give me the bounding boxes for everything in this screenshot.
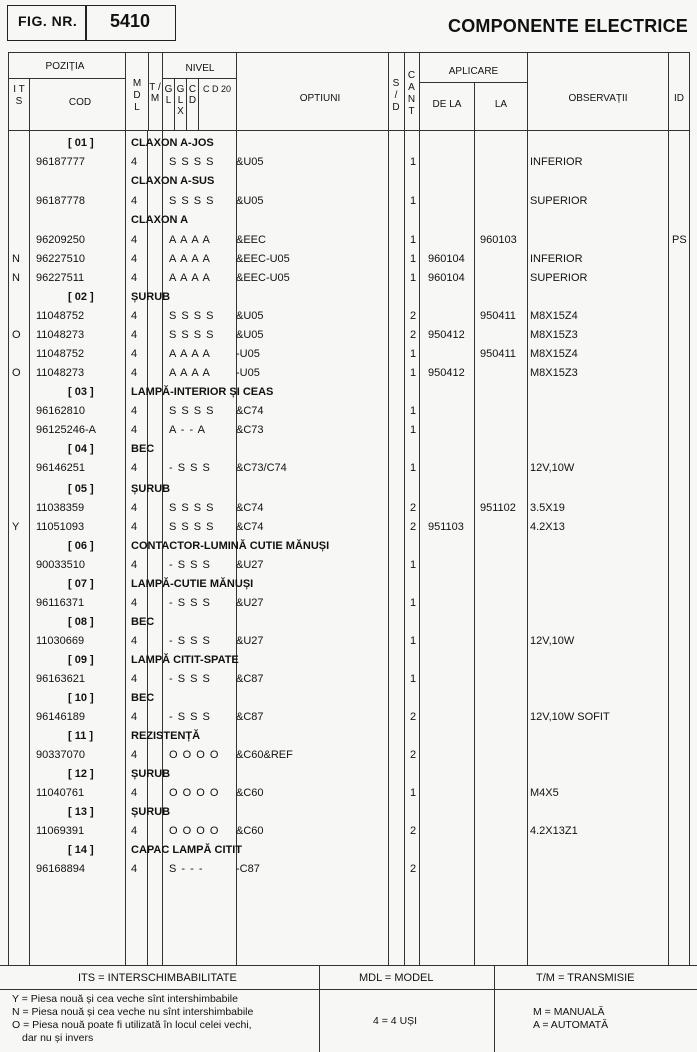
its-code: O (12, 329, 21, 341)
nivel-values: A A A A (169, 272, 211, 284)
part-group-name: ȘURUB (131, 768, 171, 780)
part-group-name: LAMPĂ-INTERIOR ȘI CEAS (131, 386, 274, 398)
model-value: 4 (131, 253, 138, 265)
position-number: [ 04 ] (68, 443, 94, 455)
figure-box-divider (85, 5, 87, 41)
footer-divider-1 (319, 965, 320, 1052)
quantity: 1 (410, 195, 417, 207)
model-value: 4 (131, 825, 138, 837)
part-code: 11030669 (36, 635, 85, 647)
quantity: 1 (410, 234, 417, 246)
observation: SUPERIOR (530, 272, 588, 284)
part-code: 11048752 (36, 348, 85, 360)
col-line-tm (162, 52, 163, 965)
col-header-aplicare: APLICARE (448, 66, 499, 77)
part-code: 11038359 (36, 502, 85, 514)
nivel-values: S S S S (169, 521, 215, 533)
nivel-values: A A A A (169, 348, 211, 360)
part-code: 11048273 (36, 329, 85, 341)
footer-auto: A = AUTOMATĂ (533, 1019, 609, 1031)
option-code: &U05 (236, 310, 264, 322)
position-number: [ 01 ] (68, 137, 94, 149)
part-code: 96227510 (36, 253, 85, 265)
model-value: 4 (131, 597, 138, 609)
nivel-values: O O O O (169, 787, 220, 799)
quantity: 2 (410, 711, 417, 723)
option-code: &C60&REF (236, 749, 293, 761)
position-number: [ 08 ] (68, 616, 94, 628)
part-group-name: CLAXON A-SUS (131, 175, 215, 187)
nivel-values: S S S S (169, 405, 215, 417)
col-line-la (527, 52, 528, 965)
option-code: &C74 (236, 502, 264, 514)
part-code: 96209250 (36, 234, 85, 246)
option-code: &C74 (236, 405, 264, 417)
aplicare-underline (419, 82, 527, 83)
quantity: 2 (410, 825, 417, 837)
col-header-dela: DE LA (432, 99, 462, 110)
nivel-values: - S S S (169, 559, 211, 571)
model-value: 4 (131, 156, 138, 168)
observation: M8X15Z4 (530, 348, 578, 360)
col-line-dela (474, 82, 475, 965)
option-code: &C73/C74 (236, 462, 287, 474)
quantity: 2 (410, 521, 417, 533)
page-title: COMPONENTE ELECTRICE (448, 16, 689, 36)
nivel-values: S S S S (169, 195, 215, 207)
part-group-name: BEC (131, 692, 155, 704)
part-code: 90033510 (36, 559, 85, 571)
option-code: &C87 (236, 711, 264, 723)
applies-from: 960104 (428, 272, 465, 284)
model-value: 4 (131, 462, 138, 474)
col-line-left (8, 52, 9, 965)
model-value: 4 (131, 329, 138, 341)
nivel-values: S S S S (169, 329, 215, 341)
part-code: 96163621 (36, 673, 85, 685)
part-group-name: CLAXON A-JOS (131, 137, 214, 149)
position-number: [ 10 ] (68, 692, 94, 704)
quantity: 1 (410, 787, 417, 799)
option-code: &C87 (236, 673, 264, 685)
quantity: 1 (410, 559, 417, 571)
nivel-values: A A A A (169, 367, 211, 379)
part-code: 11048752 (36, 310, 85, 322)
quantity: 1 (410, 462, 417, 474)
part-code: 96187778 (36, 195, 85, 207)
part-code: 96187777 (36, 156, 85, 168)
model-value: 4 (131, 635, 138, 647)
option-code: &U27 (236, 559, 264, 571)
col-header-la: LA (494, 99, 508, 110)
part-code: 11069391 (36, 825, 85, 837)
part-group-name: ȘURUB (131, 483, 171, 495)
footer-note-n: N = Piesa nouă și cea veche nu sînt intershimbabile (12, 1006, 254, 1018)
nivel-values: O O O O (169, 749, 220, 761)
observation: M8X15Z3 (530, 329, 578, 341)
quantity: 2 (410, 502, 417, 514)
observation: 4.2X13 (530, 521, 565, 533)
model-value: 4 (131, 559, 138, 571)
model-value: 4 (131, 195, 138, 207)
applies-from: 950412 (428, 367, 465, 379)
part-code: 96227511 (36, 272, 85, 284)
nivel-values: O O O O (169, 825, 220, 837)
option-code: &C73 (236, 424, 264, 436)
footer-mdl-legend: MDL = MODEL (359, 972, 434, 984)
col-line-its (29, 78, 30, 965)
nivel-values: A A A A (169, 234, 211, 246)
part-group-name: BEC (131, 443, 155, 455)
part-group-name: REZISTENȚĂ (131, 730, 201, 742)
quantity: 1 (410, 597, 417, 609)
model-value: 4 (131, 863, 138, 875)
applies-from: 950412 (428, 329, 465, 341)
applies-to: 951102 (480, 502, 516, 514)
col-header-tm: T / M (149, 82, 161, 104)
option-code: &EEC (236, 234, 266, 246)
col-line-optiuni (388, 52, 389, 965)
applies-to: 950411 (480, 310, 516, 322)
observation: 12V,10W (530, 635, 575, 647)
option-code: &C60 (236, 787, 264, 799)
position-number: [ 07 ] (68, 578, 94, 590)
col-header-sd: S / D (392, 78, 400, 113)
footer-its-legend: ITS = INTERSCHIMBABILITATE (78, 972, 237, 984)
option-code: -C87 (236, 863, 260, 875)
figure-label: FIG. NR. (18, 13, 78, 29)
observation: 3.5X19 (530, 502, 565, 514)
its-code: O (12, 367, 21, 379)
nivel-values: A A A A (169, 253, 211, 265)
figure-number: 5410 (110, 11, 151, 31)
observation: 12V,10W (530, 462, 575, 474)
quantity: 1 (410, 156, 417, 168)
nivel-values: S S S S (169, 502, 215, 514)
col-header-optiuni: OPTIUNI (299, 93, 341, 104)
applies-to: 950411 (480, 348, 516, 360)
nivel-values: - S S S (169, 673, 211, 685)
applies-to: 960103 (480, 234, 517, 246)
part-group-name: ȘURUB (131, 806, 171, 818)
quantity: 2 (410, 863, 417, 875)
quantity: 2 (410, 329, 417, 341)
part-group-name: LAMPĂ CITIT-SPATE (131, 654, 239, 666)
part-group-name: CAPAC LAMPĂ CITIT (131, 844, 243, 856)
its-code: N (12, 272, 20, 284)
quantity: 1 (410, 673, 417, 685)
quantity: 1 (410, 424, 417, 436)
col-header-cd20: C D 20 (202, 84, 231, 94)
footer-note-y: Y = Piesa nouă și cea veche sînt intershimbabile (12, 993, 238, 1005)
footer-note-o: O = Piesa nouă poate fi utilizată în locul celei vechi, (12, 1019, 252, 1031)
model-value: 4 (131, 502, 138, 514)
model-value: 4 (131, 367, 138, 379)
position-number: [ 11 ] (68, 730, 94, 742)
col-header-observatii: OBSERVAȚII (568, 93, 628, 104)
part-group-name: CLAXON A (131, 214, 189, 226)
nivel-values: - S S S (169, 597, 211, 609)
model-value: 4 (131, 749, 138, 761)
pozitia-underline (8, 78, 125, 79)
quantity: 2 (410, 749, 417, 761)
model-value: 4 (131, 348, 138, 360)
observation: INFERIOR (530, 253, 583, 265)
quantity: 1 (410, 272, 417, 284)
part-group-name: LAMPĂ-CUTIE MĂNUȘI (131, 578, 254, 590)
observation: M8X15Z4 (530, 310, 578, 322)
option-code: &C60 (236, 825, 264, 837)
model-value: 4 (131, 405, 138, 417)
header-bottom-border (8, 130, 689, 131)
nivel-values: A - - A (169, 424, 206, 436)
position-number: [ 06 ] (68, 540, 94, 552)
footer-tm-legend: T/M = TRANSMISIE (536, 972, 635, 984)
quantity: 2 (410, 310, 417, 322)
col-header-id: ID (674, 93, 684, 104)
nivel-values: S S S S (169, 310, 215, 322)
nivel-values: - S S S (169, 635, 211, 647)
model-value: 4 (131, 310, 138, 322)
table-top-border (8, 52, 689, 53)
col-header-pozitia: POZIȚIA (45, 61, 85, 72)
nivel-values: S - - - (169, 863, 204, 875)
col-header-nivel: NIVEL (185, 63, 215, 74)
part-code: 96116371 (36, 597, 85, 609)
option-code: -U05 (236, 367, 260, 379)
part-group-name: BEC (131, 616, 155, 628)
position-number: [ 03 ] (68, 386, 94, 398)
option-code: &U27 (236, 635, 264, 647)
part-code: 11048273 (36, 367, 85, 379)
model-value: 4 (131, 272, 138, 284)
part-group-name: ȘURUB (131, 291, 171, 303)
part-code: 96146251 (36, 462, 85, 474)
col-line-obs (668, 52, 669, 965)
quantity: 1 (410, 635, 417, 647)
option-code: &U05 (236, 195, 264, 207)
observation: SUPERIOR (530, 195, 588, 207)
part-group-name: CONTACTOR-LUMINĂ CUTIE MĂNUȘI (131, 540, 330, 552)
position-number: [ 02 ] (68, 291, 94, 303)
part-code: 96168894 (36, 863, 85, 875)
observation: M4X5 (530, 787, 559, 799)
option-code: -U05 (236, 348, 260, 360)
col-header-cd: C D (188, 84, 197, 106)
col-header-glx: G L X (176, 84, 185, 117)
option-code: &EEC-U05 (236, 272, 290, 284)
applies-from: 951103 (428, 521, 464, 533)
col-line-cant (419, 52, 420, 965)
part-code: 96146189 (36, 711, 85, 723)
position-number: [ 14 ] (68, 844, 94, 856)
col-header-cant: C A N T (407, 70, 416, 117)
col-header-its: I T S (13, 84, 25, 107)
nivel-values: - S S S (169, 462, 211, 474)
col-line-sd (404, 52, 405, 965)
option-code: &U27 (236, 597, 264, 609)
quantity: 1 (410, 253, 417, 265)
quantity: 1 (410, 405, 417, 417)
observation: M8X15Z3 (530, 367, 578, 379)
observation: 4.2X13Z1 (530, 825, 578, 837)
position-number: [ 13 ] (68, 806, 94, 818)
observation: 12V,10W SOFIT (530, 711, 610, 723)
model-value: 4 (131, 787, 138, 799)
footer-top-border (0, 965, 697, 966)
footer-note-o-cont: dar nu și invers (22, 1032, 94, 1044)
applies-from: 960104 (428, 253, 465, 265)
footer-model-value: 4 = 4 UȘI (373, 1015, 418, 1027)
model-value: 4 (131, 234, 138, 246)
footer-divider-2 (494, 965, 495, 1052)
model-value: 4 (131, 711, 138, 723)
quantity: 1 (410, 348, 417, 360)
option-code: &C74 (236, 521, 264, 533)
quantity: 1 (410, 367, 417, 379)
part-code: 11040761 (36, 787, 85, 799)
part-code: 96125246-A (36, 424, 96, 436)
id-value: PS (672, 234, 687, 246)
option-code: &U05 (236, 329, 264, 341)
col-header-cod: COD (68, 97, 92, 108)
col-header-mdl: M D L (132, 78, 142, 113)
col-line-right (689, 52, 690, 965)
footer-manual: M = MANUALĂ (533, 1006, 605, 1018)
part-code: 96162810 (36, 405, 85, 417)
nivel-values: - S S S (169, 711, 211, 723)
col-header-gl: G L (164, 84, 173, 106)
its-code: N (12, 253, 20, 265)
model-value: 4 (131, 424, 138, 436)
part-code: 11051093 (36, 521, 85, 533)
position-number: [ 09 ] (68, 654, 94, 666)
observation: INFERIOR (530, 156, 583, 168)
nivel-values: S S S S (169, 156, 215, 168)
position-number: [ 12 ] (68, 768, 94, 780)
col-line-cod (125, 52, 126, 965)
model-value: 4 (131, 673, 138, 685)
its-code: Y (12, 521, 20, 533)
part-code: 90337070 (36, 749, 85, 761)
option-code: &EEC-U05 (236, 253, 290, 265)
position-number: [ 05 ] (68, 483, 94, 495)
model-value: 4 (131, 521, 138, 533)
footer-mid-border (0, 989, 697, 990)
option-code: &U05 (236, 156, 264, 168)
